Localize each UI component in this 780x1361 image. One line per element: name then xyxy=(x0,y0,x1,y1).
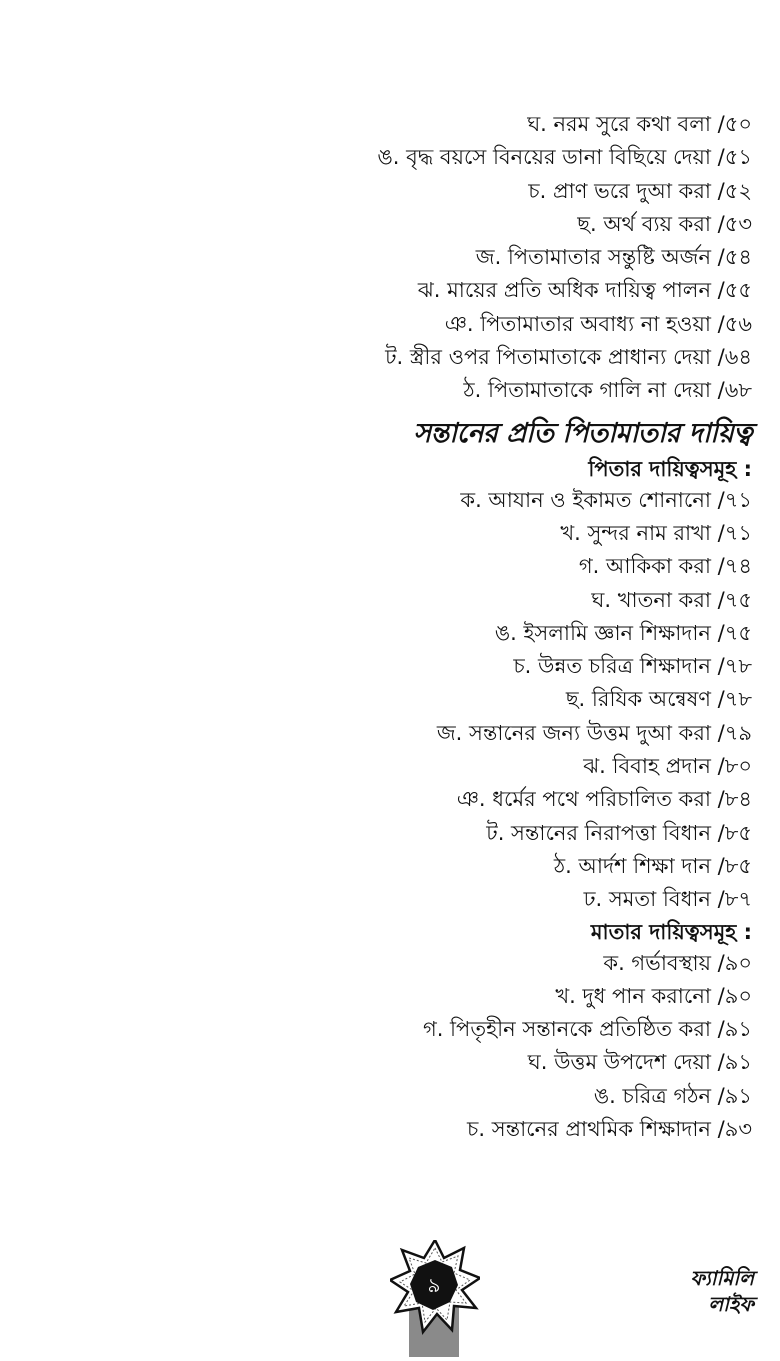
starburst-icon xyxy=(390,1240,480,1357)
toc-entry: ছ. রিযিক অন্বেষণ /৭৮ xyxy=(565,687,752,712)
toc-entry: চ. প্রাণ ভরে দুআ করা /৫২ xyxy=(528,178,752,203)
toc-entry: ক. আযান ও ইকামত শোনানো /৭১ xyxy=(460,487,752,512)
toc-entry: ক. গর্ভাবস্থায় /৯০ xyxy=(603,950,752,975)
toc-entry: চ. উন্নত চরিত্র শিক্ষাদান /৭৮ xyxy=(513,654,752,679)
toc-entry: ঙ. ইসলামি জ্ঞান শিক্ষাদান /৭৫ xyxy=(494,620,752,645)
brand-line-1: ফ্যামিলি xyxy=(690,1266,754,1290)
toc-entry: ঠ. পিতামাতাকে গালি না দেয়া /৬৮ xyxy=(463,378,752,403)
toc-entry: ঘ. খাতনা করা /৭৫ xyxy=(591,587,752,612)
toc-entry: জ. সন্তানের জন্য উত্তম দুআ করা /৭৯ xyxy=(436,720,752,745)
toc-entry: চ. সন্তানের প্রাথমিক শিক্ষাদান /৯৩ xyxy=(467,1117,752,1142)
father-duties-heading: পিতার দায়িত্বসমূহ : xyxy=(588,456,752,481)
toc-entry: ঞ. পিতামাতার অবাধ্য না হওয়া /৫৬ xyxy=(444,311,752,336)
toc-entry: ট. সন্তানের নিরাপত্তা বিধান /৮৫ xyxy=(486,820,752,845)
table-of-contents xyxy=(32,108,752,1146)
toc-entry: খ. দুধ পান করানো /৯০ xyxy=(555,983,752,1008)
page-number-badge xyxy=(390,1240,480,1357)
toc-entry: ঝ. মায়ের প্রতি অধিক দায়িত্ব পালন /৫৫ xyxy=(417,278,752,303)
toc-entry: ট. স্ত্রীর ওপর পিতামাতাকে প্রাধান্য দেয়া /৬৪ xyxy=(385,345,752,370)
brand-logo xyxy=(690,1265,754,1317)
mother-duties-heading: মাতার দায়িত্বসমূহ : xyxy=(590,919,752,944)
toc-entry: জ. পিতামাতার সন্তুষ্টি অর্জন /৫৪ xyxy=(475,245,752,270)
toc-entry: ঘ. উত্তম উপদেশ দেয়া /৯১ xyxy=(527,1050,752,1075)
brand-line-2: লাইফ xyxy=(708,1292,754,1316)
toc-entry: গ. আকিকা করা /৭৪ xyxy=(578,554,752,579)
toc-entry: ছ. অর্থ ব্যয় করা /৫৩ xyxy=(577,211,752,236)
toc-entry: ঠ. আর্দশ শিক্ষা দান /৮৫ xyxy=(553,853,752,878)
toc-entry: ঘ. নরম সুরে কথা বলা /৫০ xyxy=(527,112,752,136)
page-number: ৯ xyxy=(427,1273,441,1297)
toc-entry: ঝ. বিবাহ প্রদান /৮০ xyxy=(583,754,752,779)
toc-entry: ঞ. ধর্মের পথে পরিচালিত করা /৮৪ xyxy=(456,787,752,812)
toc-entry: খ. সুন্দর নাম রাখা /৭১ xyxy=(560,520,752,545)
toc-entry: ঙ. বৃদ্ধ বয়সে বিনয়ের ডানা বিছিয়ে দেয়া /৫১ xyxy=(377,145,752,170)
toc-entry: গ. পিতৃহীন সন্তানকে প্রতিষ্ঠিত করা /৯১ xyxy=(422,1017,752,1042)
section-heading: সন্তানের প্রতি পিতামাতার দায়িত্ব xyxy=(413,417,752,449)
toc-entry: ঙ. চরিত্র গঠন /৯১ xyxy=(593,1083,752,1108)
toc-entry: ঢ. সমতা বিধান /৮৭ xyxy=(583,887,752,912)
